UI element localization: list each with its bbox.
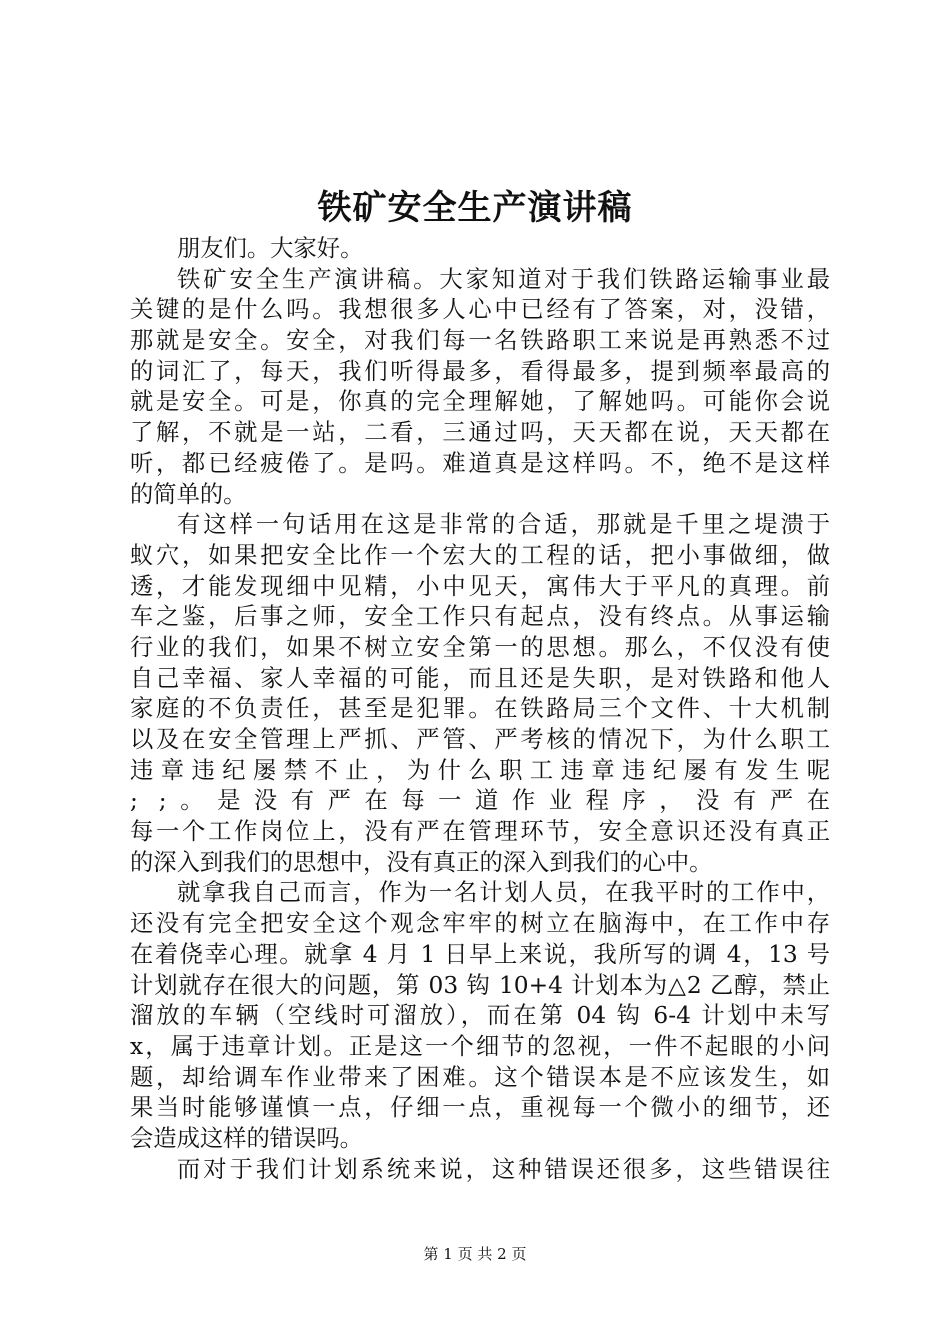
paragraph-line: 的简单的。 <box>130 480 247 508</box>
paragraph-line: 自己幸福、家人幸福的可能，而且还是失职，是对铁路和他人 <box>130 664 830 692</box>
paragraph-line: 关键的是什么吗。我想很多人心中已经有了答案，对，没错， <box>130 296 830 324</box>
paragraph-line: 行业的我们，如果不树立安全第一的思想。那么，不仅没有使 <box>130 633 830 661</box>
paragraph-line: 了解，不就是一站，二看，三通过吗，天天都在说，天天都在 <box>130 419 830 447</box>
paragraph-line: 果当时能够谨慎一点，仔细一点，重视每一个微小的细节，还 <box>130 1094 830 1122</box>
paragraph-line: 透，才能发现细中见精，小中见天，寓伟大于平凡的真理。前 <box>130 572 830 600</box>
paragraph-line: 就拿我自己而言，作为一名计划人员，在我平时的工作中， <box>177 879 830 907</box>
paragraph-line: 会造成这样的错误吗。 <box>130 1124 363 1152</box>
paragraph-line: 还没有完全把安全这个观念牢牢的树立在脑海中，在工作中存 <box>130 910 830 938</box>
document-title: 铁矿安全生产演讲稿 <box>317 188 633 228</box>
paragraph-line: ; ;。是没有严在每一道作业程序，没有严在 <box>130 787 830 815</box>
paragraph-line: 在着侥幸心理。就拿 4 月 1 日早上来说，我所写的调 4，13 号 <box>130 940 830 968</box>
page-footer: 第 1 页 共 2 页 <box>423 1245 527 1263</box>
paragraph-line: 以及在安全管理上严抓、严管、严考核的情况下，为什么职工 <box>130 726 830 753</box>
paragraph-line: 溜放的车辆（空线时可溜放），而在第 04 钩 6-4 计划中未写 <box>130 1002 830 1030</box>
paragraph-line: 每一个工作岗位上，没有严在管理环节，安全意识还没有真正 <box>130 818 830 846</box>
paragraph-line: 有这样一句话用在这是非常的合适，那就是千里之堤溃于 <box>177 511 830 539</box>
paragraph-line: 违章违纪屡禁不止，为什么职工违章违纪屡有发生呢 <box>130 756 830 784</box>
paragraph-line: 蚁穴，如果把安全比作一个宏大的工程的话，把小事做细，做 <box>130 541 830 569</box>
paragraph-line: 朋友们。大家好。 <box>177 235 364 262</box>
paragraph-line: 计划就存在很大的问题，第 03 钩 10+4 计划本为△2 乙醇，禁止 <box>130 971 830 999</box>
paragraph-line: 而对于我们计划系统来说，这种错误还很多，这些错误往 <box>177 1155 830 1183</box>
paragraph-line: 铁矿安全生产演讲稿。大家知道对于我们铁路运输事业最 <box>177 265 830 293</box>
paragraph-line: 家庭的不负责任，甚至是犯罪。在铁路局三个文件、十大机制 <box>130 695 830 723</box>
paragraph-line: 题，却给调车作业带来了困难。这个错误本是不应该发生，如 <box>130 1063 830 1091</box>
document-body <box>130 234 830 1185</box>
paragraph-line: 的深入到我们的思想中，没有真正的深入到我们的心中。 <box>130 848 713 876</box>
paragraph-line: x，属于违章计划。正是这一个细节的忽视，一件不起眼的小问 <box>130 1032 830 1060</box>
paragraph-line: 的词汇了，每天，我们听得最多，看得最多，提到频率最高的 <box>130 357 830 385</box>
paragraph-line: 那就是安全。安全，对我们每一名铁路职工来说是再熟悉不过 <box>130 327 830 355</box>
paragraph-line: 听，都已经疲倦了。是吗。难道真是这样吗。不，绝不是这样 <box>130 449 830 477</box>
paragraph-line: 就是安全。可是，你真的完全理解她，了解她吗。可能你会说 <box>130 388 830 416</box>
paragraph-line: 车之鉴，后事之师，安全工作只有起点，没有终点。从事运输 <box>130 603 830 631</box>
